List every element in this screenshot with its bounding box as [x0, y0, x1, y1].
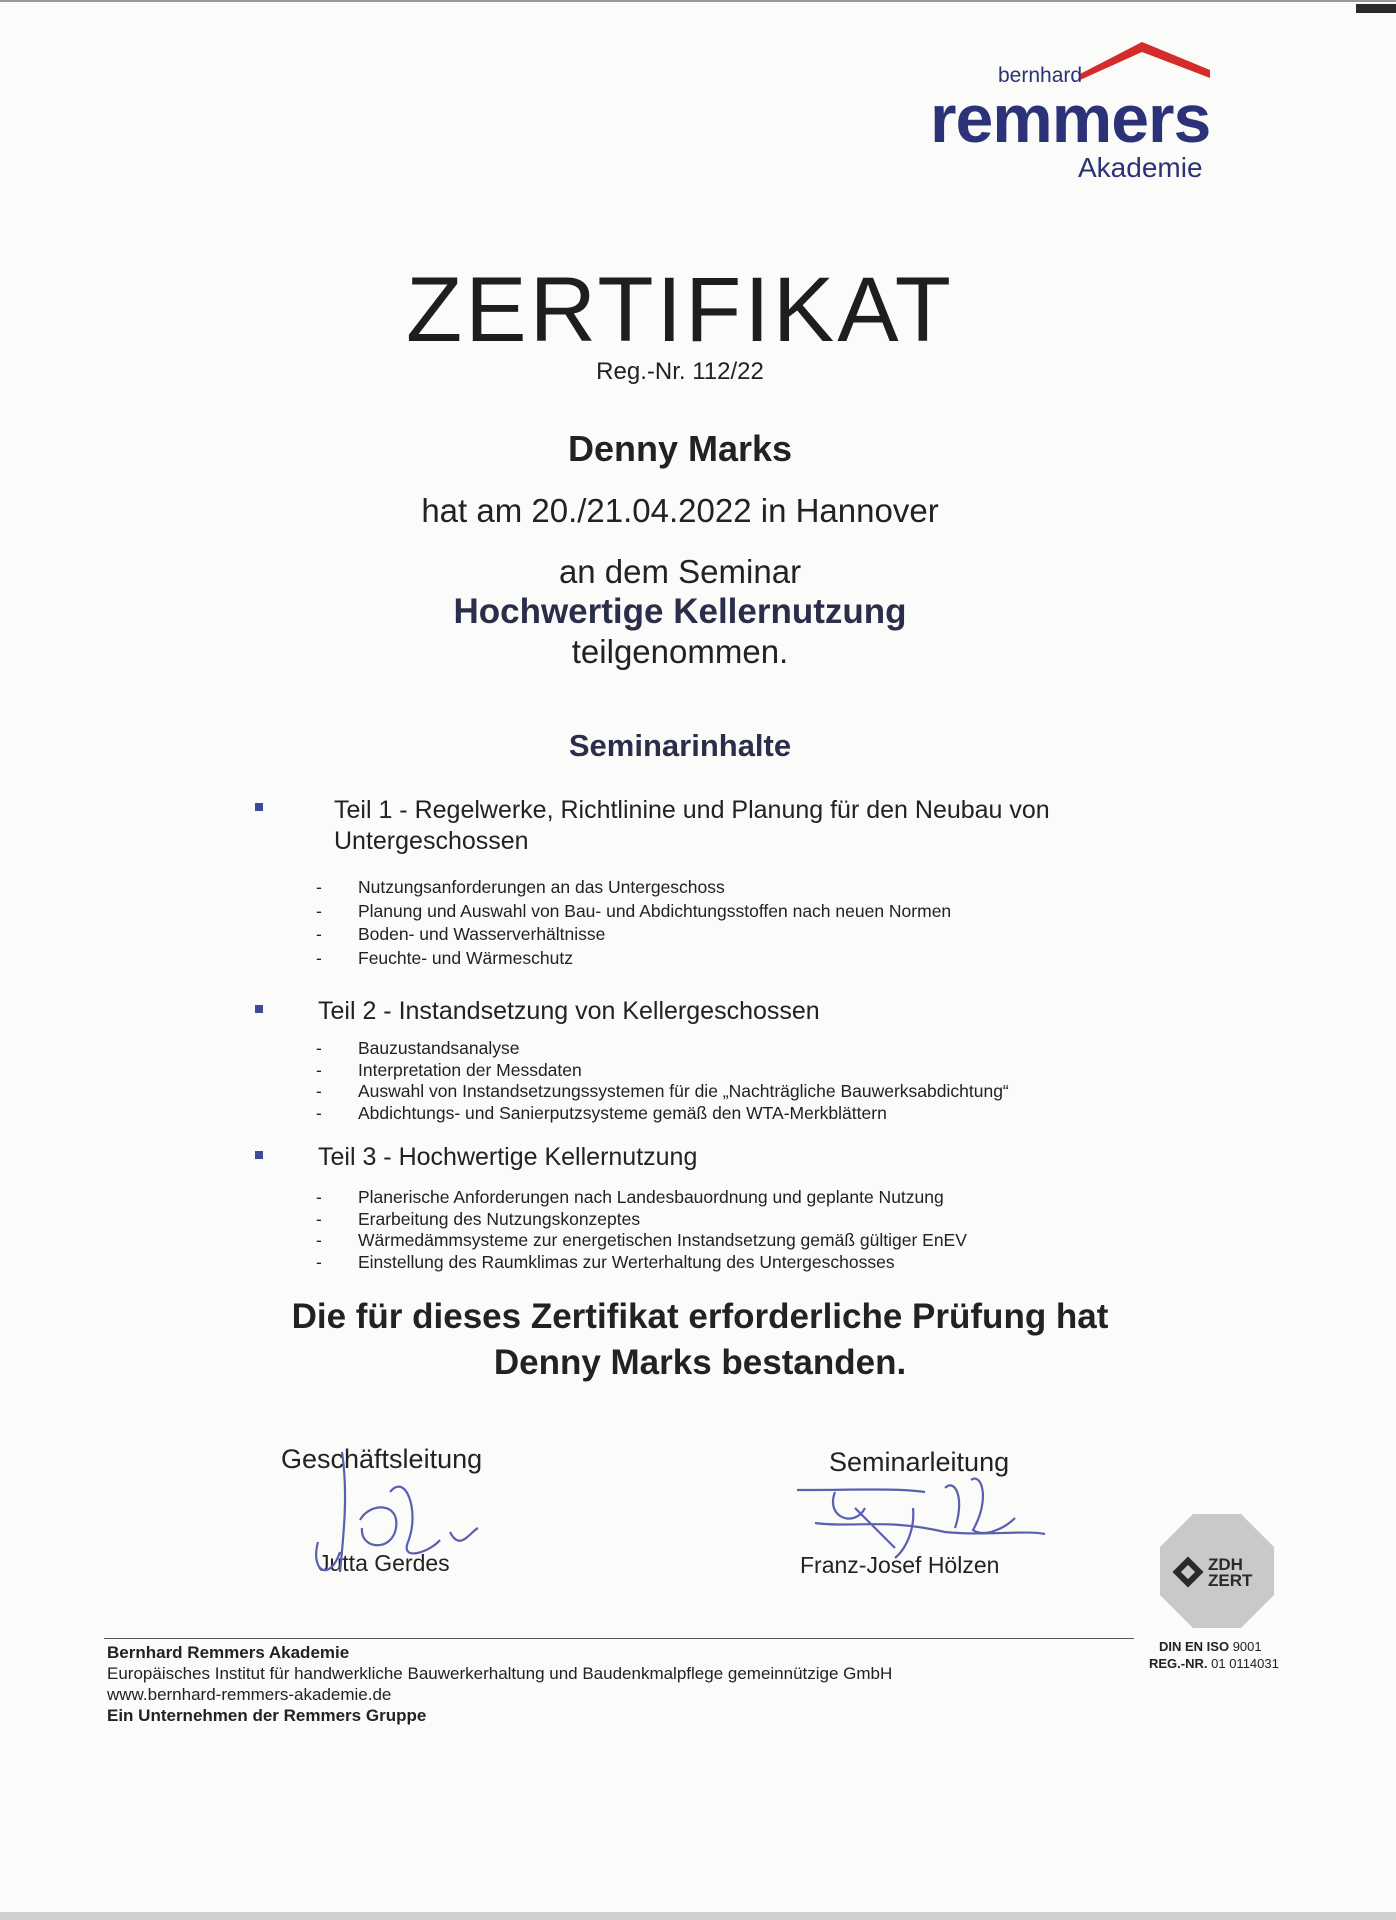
seminar-outro: teilgenommen.	[571, 633, 789, 670]
list-item: - Planung und Auswahl von Bau- und Abdichtungsstoffen nach neuen Normen	[316, 900, 951, 924]
iso-reg-value: 01 0114031	[1211, 1656, 1279, 1671]
footer-institute: Europäisches Institut für handwerkliche Bauwerkerhaltung und Baudenkmalpflege gemeinnützige GmbH	[107, 1664, 893, 1683]
signature-left-icon	[300, 1432, 500, 1582]
exam-line-1: Die für dieses Zertifikat erforderliche Prüfung hat	[291, 1297, 1109, 1336]
bullet-icon	[255, 803, 263, 811]
list-item: - Wärmedämmsysteme zur energetischen Instandsetzung gemäß gültiger EnEV	[316, 1230, 967, 1252]
bullet-icon	[255, 1005, 263, 1013]
iso-certification-text	[1149, 1638, 1279, 1672]
exam-statement	[200, 1294, 1200, 1386]
scan-edge-bottom	[0, 1912, 1396, 1920]
signature-right-icon	[795, 1468, 1055, 1578]
roof-icon	[1080, 40, 1210, 80]
contents-heading: Seminarinhalte	[568, 728, 792, 763]
iso-norm-line	[1149, 1638, 1279, 1655]
date-place-line: hat am 20./21.04.2022 in Hannover	[421, 492, 939, 529]
footer-group: Ein Unternehmen der Remmers Gruppe	[107, 1706, 427, 1725]
list-item: - Einstellung des Raumklimas zur Werterhaltung des Untergeschosses	[316, 1252, 967, 1274]
part-items	[316, 1187, 967, 1273]
footer	[107, 1642, 892, 1726]
footer-website: www.bernhard-remmers-akademie.de	[107, 1685, 392, 1704]
list-item: - Boden- und Wasserverhältnisse	[316, 923, 951, 947]
iso-norm-label: DIN EN ISO	[1159, 1639, 1230, 1654]
list-item: - Bauzustandsanalyse	[316, 1038, 1009, 1060]
badge-text-1: ZDH	[1208, 1555, 1243, 1574]
iso-reg-line	[1149, 1655, 1279, 1672]
list-item: - Abdichtungs- und Sanierputzsysteme gemäß den WTA-Merkblättern	[316, 1103, 1009, 1125]
footer-divider	[104, 1638, 1134, 1639]
certificate-title: ZERTIFIKAT	[406, 259, 954, 361]
participant-name: Denny Marks	[567, 428, 793, 469]
signatory-name-left: Jutta Gerdes	[318, 1550, 450, 1576]
signature-label-left: Geschäftsleitung	[281, 1444, 483, 1474]
zdh-zert-badge-icon	[1158, 1512, 1276, 1630]
remmers-akademie-logo	[930, 40, 1270, 190]
footer-org: Bernhard Remmers Akademie	[107, 1643, 350, 1662]
part-items	[316, 1038, 1009, 1124]
bullet-icon	[255, 1151, 263, 1159]
iso-norm-value: 9001	[1232, 1639, 1262, 1654]
list-item: - Interpretation der Messdaten	[316, 1060, 1009, 1082]
part-title: Teil 3 - Hochwertige Kellernutzung	[318, 1143, 698, 1171]
signature-label-right: Seminarleitung	[829, 1447, 1010, 1477]
part-title: Teil 2 - Instandsetzung von Kellergeschossen	[318, 997, 820, 1025]
signatory-name-right: Franz-Josef Hölzen	[800, 1552, 1000, 1578]
list-item: - Auswahl von Instandsetzungssystemen für die „Nachträgliche Bauwerksabdichtung“	[316, 1081, 1009, 1103]
list-item: - Feuchte- und Wärmeschutz	[316, 947, 951, 971]
list-item: - Erarbeitung des Nutzungskonzeptes	[316, 1209, 967, 1231]
exam-line-2: Denny Marks bestanden.	[493, 1343, 907, 1382]
badge-text-2: ZERT	[1208, 1571, 1253, 1590]
seminar-title: Hochwertige Kellernutzung	[453, 592, 907, 631]
registration-number: Reg.-Nr. 112/22	[596, 358, 764, 385]
part-title: Teil 1 - Regelwerke, Richtlinine und Planung für den Neubau von Untergeschossen	[334, 796, 1050, 855]
seminar-intro: an dem Seminar	[558, 553, 802, 590]
part-items	[316, 876, 951, 970]
scan-artifact	[1356, 4, 1396, 13]
logo-small-text: bernhard	[998, 64, 1083, 87]
logo-sub-text: Akademie	[1078, 152, 1203, 183]
logo-brand-text: remmers	[930, 81, 1211, 157]
list-item: - Planerische Anforderungen nach Landesbauordnung und geplante Nutzung	[316, 1187, 967, 1209]
list-item: - Nutzungsanforderungen an das Untergeschoss	[316, 876, 951, 900]
scan-edge-top	[0, 0, 1396, 2]
iso-reg-label: REG.-NR.	[1149, 1656, 1208, 1671]
